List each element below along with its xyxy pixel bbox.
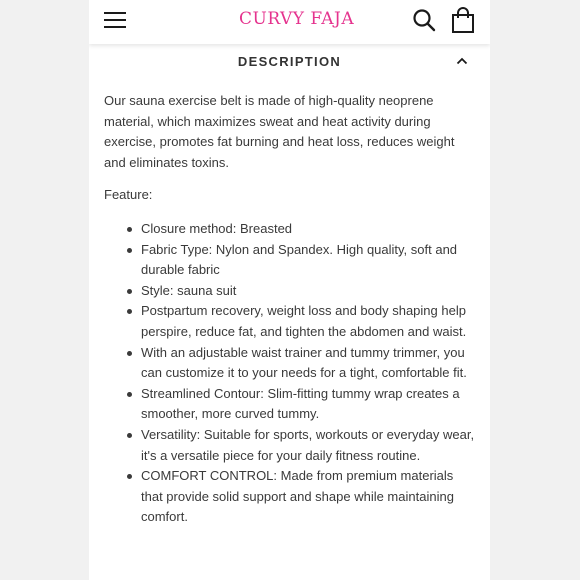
feature-text: With an adjustable waist trainer and tummy trimmer, you can customize it to your needs for a tight, comfortable fit. bbox=[141, 344, 467, 381]
feature-item bbox=[141, 281, 478, 302]
feature-heading: Feature: bbox=[104, 187, 153, 203]
feature-item bbox=[141, 425, 478, 466]
feature-item bbox=[141, 301, 478, 342]
bullet-icon bbox=[127, 392, 132, 397]
menu-icon[interactable] bbox=[104, 10, 126, 30]
feature-item bbox=[141, 219, 478, 240]
brand-logo[interactable] bbox=[239, 7, 355, 37]
site-header bbox=[89, 0, 490, 44]
bullet-icon bbox=[127, 433, 132, 438]
feature-text: Postpartum recovery, weight loss and body shaping help perspire, reduce fat, and tighten the abdomen and waist. bbox=[141, 303, 467, 339]
bullet-icon bbox=[127, 248, 132, 253]
bullet-icon bbox=[127, 474, 132, 479]
feature-text: Fabric Type: Nylon and Spandex. High quality, soft and durable fabric bbox=[141, 241, 458, 278]
section-title: DESCRIPTION bbox=[237, 54, 342, 69]
product-page bbox=[89, 0, 490, 580]
feature-text: Closure method: Breasted bbox=[141, 220, 293, 236]
search-icon[interactable] bbox=[412, 8, 436, 32]
feature-list bbox=[104, 219, 478, 528]
feature-text: Streamlined Contour: Slim-fitting tummy wrap creates a smoother, more curved tummy. bbox=[141, 385, 460, 422]
cart-icon[interactable] bbox=[451, 7, 475, 33]
chevron-up-icon[interactable] bbox=[456, 56, 468, 66]
feature-item bbox=[141, 384, 478, 425]
description-accordion-header[interactable] bbox=[89, 44, 490, 78]
feature-text: Versatility: Suitable for sports, workouts or everyday wear, it's a versatile piece for your daily fitness routine. bbox=[141, 426, 475, 463]
feature-text: COMFORT CONTROL: Made from premium materials that provide solid support and shape while maintaining comfort. bbox=[141, 468, 454, 525]
feature-item bbox=[141, 240, 478, 281]
description-content bbox=[104, 91, 478, 528]
feature-item bbox=[141, 466, 478, 528]
bullet-icon bbox=[127, 227, 132, 232]
bullet-icon bbox=[127, 289, 132, 294]
feature-text: Style: sauna suit bbox=[141, 282, 237, 298]
description-intro: Our sauna exercise belt is made of high-quality neoprene material, which maximizes sweat and heat activity during exercise, promotes fat burning and heat loss, reduces weight and eliminates toxins. bbox=[104, 93, 455, 170]
bullet-icon bbox=[127, 309, 132, 314]
feature-item bbox=[141, 343, 478, 384]
logo-text: CURVY FAJA bbox=[239, 9, 355, 29]
bullet-icon bbox=[127, 351, 132, 356]
